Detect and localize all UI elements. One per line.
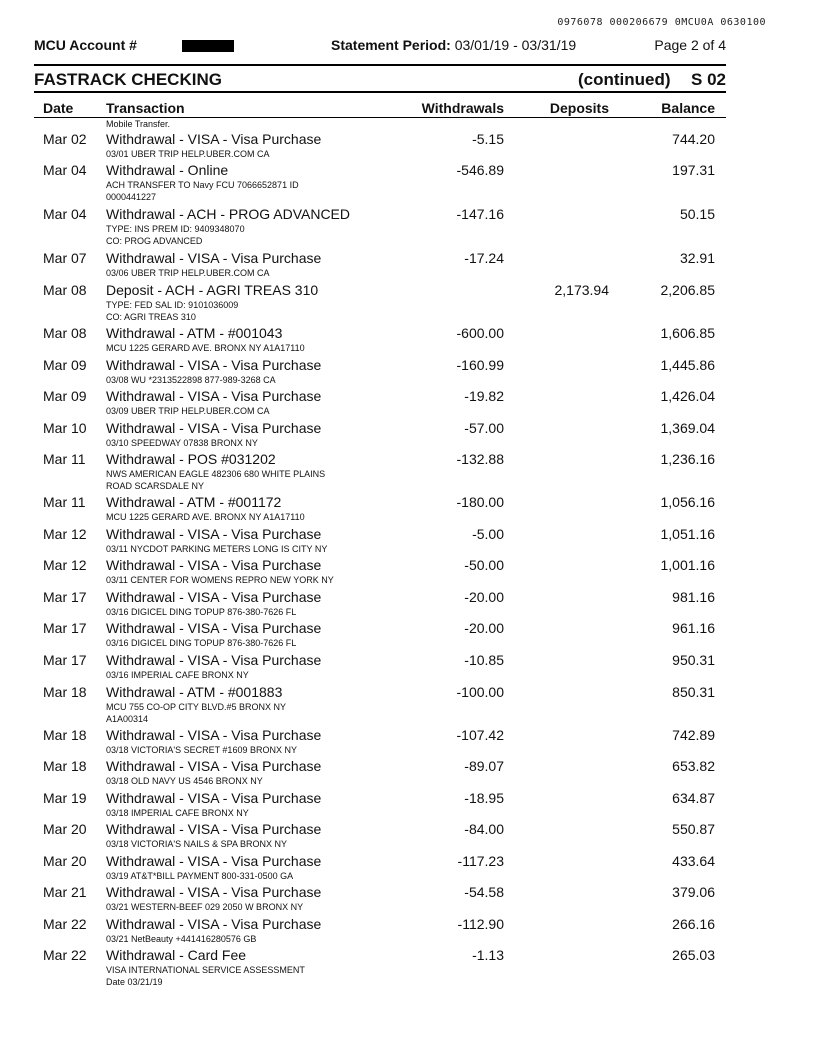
- transaction-balance: 265.03: [672, 947, 715, 963]
- transaction-details: [106, 406, 406, 418]
- statement-header: [34, 37, 726, 55]
- transaction-detail-line: 03/21 NetBeauty +441416280576 GB: [106, 934, 257, 944]
- transaction-withdrawal: -5.15: [472, 131, 504, 147]
- transaction-balance: 634.87: [672, 790, 715, 806]
- transaction-withdrawal: -84.00: [464, 821, 504, 837]
- transaction-detail-line: 03/16 DIGICEL DING TOPUP 876-380-7626 FL: [106, 607, 297, 617]
- transaction-description: Withdrawal - ACH - PROG ADVANCED: [106, 206, 351, 222]
- transaction-date: Mar 08: [43, 325, 87, 341]
- transaction-description: Withdrawal - VISA - Visa Purchase: [106, 853, 322, 869]
- transaction-description: Withdrawal - VISA - Visa Purchase: [106, 526, 322, 542]
- transaction-description: Withdrawal - VISA - Visa Purchase: [106, 790, 322, 806]
- transaction-date: Mar 04: [43, 206, 87, 222]
- transaction-details: [106, 934, 406, 946]
- transaction-withdrawal: -147.16: [456, 206, 504, 222]
- transaction-detail-line: 03/18 OLD NAVY US 4546 BRONX NY: [106, 776, 263, 786]
- transaction-detail-line: 03/16 IMPERIAL CAFE BRONX NY: [106, 670, 249, 680]
- transaction-detail-line: 03/11 NYCDOT PARKING METERS LONG IS CITY NY: [106, 544, 328, 554]
- transaction-details: [106, 149, 406, 161]
- transaction-date: Mar 11: [43, 451, 86, 467]
- ocr-scan-line: 0976078 000206679 0MCU0A 0630100: [557, 17, 766, 28]
- column-balance: Balance: [661, 100, 715, 116]
- transaction-balance: 1,051.16: [660, 526, 715, 542]
- transaction-details: [106, 745, 406, 757]
- transaction-description: Withdrawal - ATM - #001172: [106, 494, 282, 510]
- transaction-detail-line: 03/16 DIGICEL DING TOPUP 876-380-7626 FL: [106, 638, 297, 648]
- transaction-balance: 32.91: [679, 250, 715, 266]
- transaction-description: Withdrawal - VISA - Visa Purchase: [106, 388, 322, 404]
- transaction-detail-line: MCU 1225 GERARD AVE. BRONX NY A1A17110: [106, 512, 305, 522]
- column-deposits: Deposits: [549, 100, 609, 116]
- transaction-date: Mar 10: [43, 420, 87, 436]
- account-label: MCU Account #: [34, 37, 137, 53]
- transaction-detail-line: 03/19 AT&T*BILL PAYMENT 800-331-0500 GA: [106, 871, 294, 881]
- transaction-balance: 1,445.86: [660, 357, 715, 373]
- column-date: Date: [43, 100, 74, 116]
- transaction-date: Mar 08: [43, 282, 87, 298]
- transaction-description: Withdrawal - VISA - Visa Purchase: [106, 652, 322, 668]
- transaction-date: Mar 22: [43, 947, 87, 963]
- column-divider: [34, 117, 726, 118]
- transaction-description: Withdrawal - ATM - #001883: [106, 684, 283, 700]
- transaction-details: [106, 544, 406, 556]
- transaction-details: [106, 375, 406, 387]
- transaction-balance: 950.31: [672, 652, 715, 668]
- transaction-balance: 850.31: [672, 684, 715, 700]
- column-withdrawals: Withdrawals: [421, 100, 504, 116]
- transaction-date: Mar 17: [43, 620, 87, 636]
- transaction-detail-line: 03/09 UBER TRIP HELP.UBER.COM CA: [106, 406, 270, 416]
- transaction-date: Mar 12: [43, 557, 87, 573]
- transaction-date: Mar 18: [43, 684, 87, 700]
- transaction-date: Mar 11: [43, 494, 86, 510]
- transaction-detail-line: CO: AGRI TREAS 310: [106, 311, 196, 322]
- transaction-withdrawal: -19.82: [464, 388, 504, 404]
- header-divider: [34, 64, 726, 66]
- transaction-details: [106, 180, 406, 203]
- transaction-details: [106, 965, 406, 988]
- transaction-detail-line: MCU 755 CO-OP CITY BLVD.#5 BRONX NY: [106, 702, 287, 712]
- transaction-date: Mar 18: [43, 758, 87, 774]
- transaction-balance: 653.82: [672, 758, 715, 774]
- transaction-balance: 1,369.04: [660, 420, 715, 436]
- transaction-detail-line: 03/18 VICTORIA'S NAILS & SPA BRONX NY: [106, 839, 287, 849]
- transaction-details: [106, 839, 406, 851]
- transaction-detail-line: ROAD SCARSDALE NY: [106, 480, 205, 491]
- transaction-withdrawal: -50.00: [464, 557, 504, 573]
- transaction-balance: 1,426.04: [660, 388, 715, 404]
- transaction-deposit: 2,173.94: [554, 282, 609, 298]
- transaction-withdrawal: -20.00: [464, 589, 504, 605]
- transaction-date: Mar 18: [43, 727, 87, 743]
- transaction-withdrawal: -18.95: [464, 790, 504, 806]
- transaction-detail-line: TYPE: INS PREM ID: 9409348070: [106, 224, 245, 234]
- transaction-detail-line: Date 03/21/19: [106, 976, 163, 987]
- transaction-details: [106, 638, 406, 650]
- transaction-description: Deposit - ACH - AGRI TREAS 310: [106, 282, 319, 298]
- transaction-balance: 742.89: [672, 727, 715, 743]
- transaction-withdrawal: -5.00: [472, 526, 504, 542]
- transaction-withdrawal: -117.23: [457, 853, 504, 869]
- transaction-details: [106, 268, 406, 280]
- transaction-withdrawal: -546.89: [456, 162, 504, 178]
- transaction-detail-line: 03/18 IMPERIAL CAFE BRONX NY: [106, 808, 249, 818]
- transaction-details: [106, 575, 406, 587]
- transaction-balance: 981.16: [672, 589, 715, 605]
- transaction-date: Mar 07: [43, 250, 87, 266]
- section-divider: [34, 91, 726, 93]
- transaction-description: Withdrawal - VISA - Visa Purchase: [106, 557, 322, 573]
- transaction-detail-line: MCU 1225 GERARD AVE. BRONX NY A1A17110: [106, 343, 305, 353]
- transaction-details: [106, 224, 406, 247]
- transaction-balance: 2,206.85: [660, 282, 715, 298]
- transaction-balance: 744.20: [672, 131, 715, 147]
- page-indicator: Page 2 of 4: [654, 37, 726, 53]
- column-transaction: Transaction: [106, 100, 185, 116]
- transaction-detail-line: TYPE: FED SAL ID: 9101036009: [106, 300, 239, 310]
- transaction-withdrawal: -54.58: [464, 884, 504, 900]
- transaction-detail-line: 03/08 WU *2313522898 877-989-3268 CA: [106, 375, 276, 385]
- transaction-details: [106, 607, 406, 619]
- transaction-description: Withdrawal - VISA - Visa Purchase: [106, 589, 322, 605]
- transaction-description: Withdrawal - VISA - Visa Purchase: [106, 884, 322, 900]
- transaction-description: Withdrawal - Online: [106, 162, 229, 178]
- transaction-details: [106, 300, 406, 323]
- transaction-withdrawal: -1.13: [472, 947, 504, 963]
- transaction-balance: 550.87: [672, 821, 715, 837]
- transaction-detail-line: NWS AMERICAN EAGLE 482306 680 WHITE PLAINS: [106, 469, 326, 479]
- section-header: [34, 70, 726, 90]
- transaction-details: [106, 670, 406, 682]
- transaction-detail-line: A1A00314: [106, 713, 149, 724]
- transaction-balance: 1,236.16: [660, 451, 715, 467]
- transaction-detail-line: 03/06 UBER TRIP HELP.UBER.COM CA: [106, 268, 270, 278]
- transaction-date: Mar 09: [43, 388, 87, 404]
- transaction-description: Withdrawal - VISA - Visa Purchase: [106, 357, 322, 373]
- transaction-date: Mar 20: [43, 821, 87, 837]
- transaction-detail-line: 03/11 CENTER FOR WOMENS REPRO NEW YORK NY: [106, 575, 334, 585]
- section-title: FASTRACK CHECKING: [34, 70, 222, 89]
- transaction-date: Mar 12: [43, 526, 87, 542]
- transaction-detail-line: 03/18 VICTORIA'S SECRET #1609 BRONX NY: [106, 745, 297, 755]
- transaction-details: [106, 776, 406, 788]
- transaction-description: Withdrawal - VISA - Visa Purchase: [106, 420, 322, 436]
- transaction-details: [106, 808, 406, 820]
- transaction-withdrawal: -17.24: [464, 250, 504, 266]
- transaction-balance: 197.31: [672, 162, 715, 178]
- transaction-details: [106, 902, 406, 914]
- transaction-details: [106, 702, 406, 725]
- transaction-description: Withdrawal - VISA - Visa Purchase: [106, 131, 322, 147]
- transaction-detail-line: ACH TRANSFER TO Navy FCU 7066652871 ID: [106, 180, 299, 190]
- transaction-withdrawal: -89.07: [464, 758, 504, 774]
- transaction-description: Withdrawal - VISA - Visa Purchase: [106, 916, 322, 932]
- column-headers: [0, 100, 816, 118]
- transaction-detail-line: 0000441227: [106, 191, 157, 202]
- transaction-detail-line: 03/01 UBER TRIP HELP.UBER.COM CA: [106, 149, 270, 159]
- section-continued: (continued): [578, 70, 671, 89]
- transaction-details: [106, 871, 406, 883]
- transaction-withdrawal: -132.88: [456, 451, 504, 467]
- transaction-date: Mar 21: [43, 884, 87, 900]
- statement-period-value: 03/01/19 - 03/31/19: [454, 37, 577, 53]
- transaction-description: Withdrawal - VISA - Visa Purchase: [106, 727, 322, 743]
- statement-period-label: Statement Period:: [331, 37, 451, 53]
- transaction-detail-line: 03/10 SPEEDWAY 07838 BRONX NY: [106, 438, 258, 448]
- transaction-date: Mar 04: [43, 162, 87, 178]
- transaction-balance: 961.16: [672, 620, 715, 636]
- section-code: S 02: [691, 70, 726, 89]
- transaction-balance: 433.64: [672, 853, 715, 869]
- transaction-description: Withdrawal - Card Fee: [106, 947, 247, 963]
- transaction-detail-line: VISA INTERNATIONAL SERVICE ASSESSMENT: [106, 965, 305, 975]
- transaction-balance: 1,001.16: [660, 557, 715, 573]
- transaction-withdrawal: -20.00: [464, 620, 504, 636]
- transaction-withdrawal: -57.00: [464, 420, 504, 436]
- transaction-description: Withdrawal - VISA - Visa Purchase: [106, 758, 322, 774]
- carryover-note: Mobile Transfer.: [106, 119, 171, 129]
- transaction-withdrawal: -100.00: [456, 684, 504, 700]
- transaction-date: Mar 02: [43, 131, 87, 147]
- transaction-description: Withdrawal - ATM - #001043: [106, 325, 283, 341]
- transaction-date: Mar 20: [43, 853, 87, 869]
- transaction-date: Mar 17: [43, 589, 87, 605]
- transaction-withdrawal: -10.85: [464, 652, 504, 668]
- transaction-details: [106, 469, 406, 492]
- transaction-details: [106, 512, 406, 524]
- transaction-description: Withdrawal - VISA - Visa Purchase: [106, 620, 322, 636]
- transaction-details: [106, 438, 406, 450]
- transaction-balance: 50.15: [679, 206, 715, 222]
- transaction-date: Mar 22: [43, 916, 87, 932]
- transaction-withdrawal: -600.00: [456, 325, 504, 341]
- transaction-description: Withdrawal - VISA - Visa Purchase: [106, 821, 322, 837]
- transaction-balance: 1,606.85: [660, 325, 715, 341]
- transaction-description: Withdrawal - VISA - Visa Purchase: [106, 250, 322, 266]
- transaction-withdrawal: -160.99: [456, 357, 504, 373]
- transaction-date: Mar 09: [43, 357, 87, 373]
- transaction-date: Mar 17: [43, 652, 87, 668]
- transaction-description: Withdrawal - POS #031202: [106, 451, 276, 467]
- statement-period: [331, 37, 576, 53]
- account-number-redaction: [182, 40, 234, 52]
- transaction-details: [106, 343, 406, 355]
- transaction-detail-line: CO: PROG ADVANCED: [106, 235, 203, 246]
- transaction-withdrawal: -107.42: [456, 727, 504, 743]
- transaction-detail-line: 03/21 WESTERN-BEEF 029 2050 W BRONX NY: [106, 902, 304, 912]
- transaction-withdrawal: -112.90: [457, 916, 504, 932]
- transaction-date: Mar 19: [43, 790, 87, 806]
- transaction-balance: 379.06: [672, 884, 715, 900]
- transaction-withdrawal: -180.00: [456, 494, 504, 510]
- transaction-balance: 266.16: [672, 916, 715, 932]
- transaction-balance: 1,056.16: [660, 494, 715, 510]
